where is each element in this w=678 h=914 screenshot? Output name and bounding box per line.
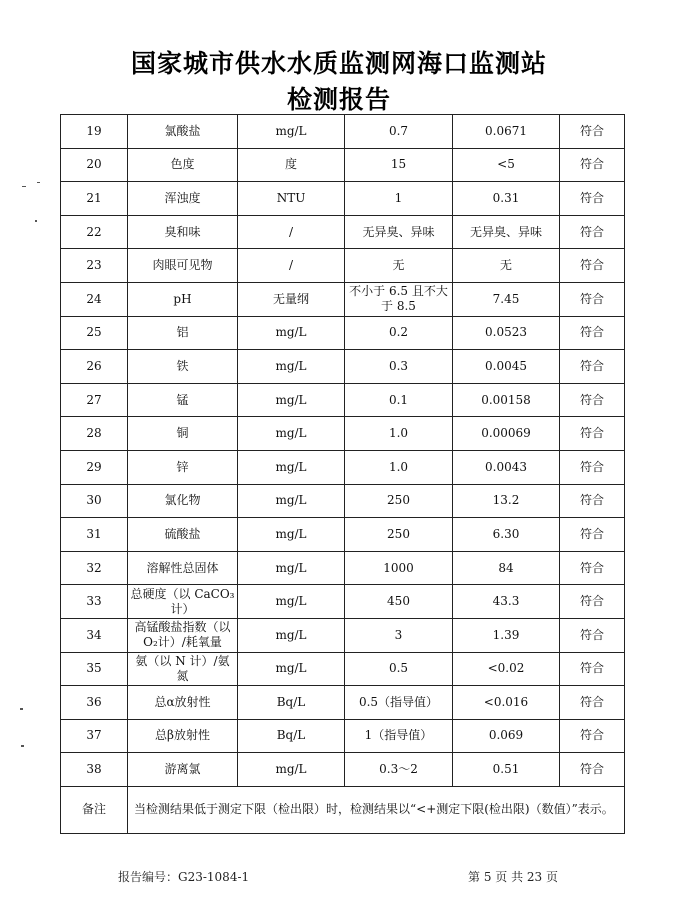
cell-limit: 1000 bbox=[345, 551, 453, 585]
cell-verdict: 符合 bbox=[560, 518, 625, 552]
cell-number: 23 bbox=[61, 249, 128, 283]
cell-item: 溶解性总固体 bbox=[128, 551, 238, 585]
scan-mark bbox=[20, 708, 23, 710]
cell-item: 硫酸盐 bbox=[128, 518, 238, 552]
table-row bbox=[61, 585, 625, 619]
cell-limit: 1.0 bbox=[345, 417, 453, 451]
cell-verdict: 符合 bbox=[560, 282, 625, 316]
note-row bbox=[61, 786, 625, 833]
cell-unit: mg/L bbox=[238, 350, 345, 384]
cell-result: 0.0523 bbox=[453, 316, 560, 350]
cell-unit: mg/L bbox=[238, 518, 345, 552]
cell-unit: mg/L bbox=[238, 618, 345, 652]
cell-result: 6.30 bbox=[453, 518, 560, 552]
table-row bbox=[61, 316, 625, 350]
cell-unit: mg/L bbox=[238, 450, 345, 484]
cell-number: 24 bbox=[61, 282, 128, 316]
cell-limit: 450 bbox=[345, 585, 453, 619]
cell-number: 21 bbox=[61, 182, 128, 216]
cell-result: 0.00158 bbox=[453, 383, 560, 417]
cell-result: 84 bbox=[453, 551, 560, 585]
report-subtitle: 检测报告 bbox=[286, 85, 391, 114]
cell-limit: 0.3 bbox=[345, 350, 453, 384]
cell-result: <0.02 bbox=[453, 652, 560, 686]
cell-item: 肉眼可见物 bbox=[128, 249, 238, 283]
cell-number: 29 bbox=[61, 450, 128, 484]
cell-verdict: 符合 bbox=[560, 182, 625, 216]
scan-mark bbox=[37, 182, 40, 183]
cell-verdict: 符合 bbox=[560, 249, 625, 283]
cell-unit: NTU bbox=[238, 182, 345, 216]
note-label: 备注 bbox=[61, 786, 128, 833]
cell-limit: 250 bbox=[345, 484, 453, 518]
cell-verdict: 符合 bbox=[560, 753, 625, 787]
table-row bbox=[61, 652, 625, 686]
cell-result: <0.016 bbox=[453, 686, 560, 720]
cell-number: 37 bbox=[61, 719, 128, 753]
table-row bbox=[61, 350, 625, 384]
cell-result: 0.0043 bbox=[453, 450, 560, 484]
cell-unit: Bq/L bbox=[238, 686, 345, 720]
results-table bbox=[60, 114, 625, 834]
cell-number: 36 bbox=[61, 686, 128, 720]
cell-limit: 0.2 bbox=[345, 316, 453, 350]
report-title: 国家城市供水水质监测网海口监测站 bbox=[130, 49, 547, 78]
cell-number: 33 bbox=[61, 585, 128, 619]
cell-limit: 0.5 bbox=[345, 652, 453, 686]
cell-item: 总β放射性 bbox=[128, 719, 238, 753]
cell-result: 13.2 bbox=[453, 484, 560, 518]
cell-limit: 1（指导值） bbox=[345, 719, 453, 753]
cell-limit: 15 bbox=[345, 148, 453, 182]
cell-limit: 250 bbox=[345, 518, 453, 552]
cell-unit: mg/L bbox=[238, 484, 345, 518]
cell-result: 0.0671 bbox=[453, 115, 560, 149]
table-row bbox=[61, 282, 625, 316]
cell-item: 铁 bbox=[128, 350, 238, 384]
cell-unit: mg/L bbox=[238, 417, 345, 451]
cell-number: 25 bbox=[61, 316, 128, 350]
cell-unit: mg/L bbox=[238, 115, 345, 149]
cell-number: 19 bbox=[61, 115, 128, 149]
table-row bbox=[61, 249, 625, 283]
cell-item: 铝 bbox=[128, 316, 238, 350]
cell-item: 氯酸盐 bbox=[128, 115, 238, 149]
cell-limit: 无 bbox=[345, 249, 453, 283]
cell-unit: 无量纲 bbox=[238, 282, 345, 316]
cell-verdict: 符合 bbox=[560, 417, 625, 451]
table-row bbox=[61, 450, 625, 484]
cell-unit: mg/L bbox=[238, 585, 345, 619]
cell-item: 高锰酸盐指数（以 O₂计）/耗氧量 bbox=[128, 618, 238, 652]
page-number: 第 5 页 共 23 页 bbox=[468, 870, 558, 884]
cell-number: 32 bbox=[61, 551, 128, 585]
cell-result: 0.0045 bbox=[453, 350, 560, 384]
cell-number: 20 bbox=[61, 148, 128, 182]
cell-limit: 0.7 bbox=[345, 115, 453, 149]
table-row bbox=[61, 417, 625, 451]
cell-item: 氯化物 bbox=[128, 484, 238, 518]
scan-mark bbox=[35, 220, 37, 222]
cell-verdict: 符合 bbox=[560, 618, 625, 652]
cell-number: 31 bbox=[61, 518, 128, 552]
cell-limit: 不小于 6.5 且不大于 8.5 bbox=[345, 282, 453, 316]
cell-limit: 1.0 bbox=[345, 450, 453, 484]
cell-item: 铜 bbox=[128, 417, 238, 451]
cell-unit: mg/L bbox=[238, 753, 345, 787]
cell-verdict: 符合 bbox=[560, 484, 625, 518]
cell-unit: mg/L bbox=[238, 383, 345, 417]
cell-number: 27 bbox=[61, 383, 128, 417]
cell-verdict: 符合 bbox=[560, 383, 625, 417]
cell-result: 0.069 bbox=[453, 719, 560, 753]
cell-verdict: 符合 bbox=[560, 585, 625, 619]
table-row bbox=[61, 215, 625, 249]
cell-result: 7.45 bbox=[453, 282, 560, 316]
cell-item: 臭和味 bbox=[128, 215, 238, 249]
cell-number: 28 bbox=[61, 417, 128, 451]
cell-verdict: 符合 bbox=[560, 686, 625, 720]
note-text: 当检测结果低于测定下限（检出限）时，检测结果以“<+测定下限(检出限)（数值）”表示。 bbox=[128, 786, 625, 833]
cell-number: 26 bbox=[61, 350, 128, 384]
cell-verdict: 符合 bbox=[560, 115, 625, 149]
cell-result: 43.3 bbox=[453, 585, 560, 619]
cell-item: 氨（以 N 计）/氨氮 bbox=[128, 652, 238, 686]
cell-verdict: 符合 bbox=[560, 719, 625, 753]
table-row bbox=[61, 618, 625, 652]
cell-result: 1.39 bbox=[453, 618, 560, 652]
cell-unit: mg/L bbox=[238, 551, 345, 585]
cell-number: 38 bbox=[61, 753, 128, 787]
cell-item: 锰 bbox=[128, 383, 238, 417]
cell-limit: 无异臭、异味 bbox=[345, 215, 453, 249]
cell-result: 0.00069 bbox=[453, 417, 560, 451]
cell-item: pH bbox=[128, 282, 238, 316]
table-row bbox=[61, 182, 625, 216]
cell-verdict: 符合 bbox=[560, 350, 625, 384]
cell-verdict: 符合 bbox=[560, 215, 625, 249]
cell-limit: 3 bbox=[345, 618, 453, 652]
cell-unit: Bq/L bbox=[238, 719, 345, 753]
cell-item: 总α放射性 bbox=[128, 686, 238, 720]
table-row bbox=[61, 686, 625, 720]
table-row bbox=[61, 148, 625, 182]
cell-item: 浑浊度 bbox=[128, 182, 238, 216]
cell-verdict: 符合 bbox=[560, 450, 625, 484]
cell-unit: 度 bbox=[238, 148, 345, 182]
cell-result: 无异臭、异味 bbox=[453, 215, 560, 249]
cell-result: 无 bbox=[453, 249, 560, 283]
cell-number: 35 bbox=[61, 652, 128, 686]
cell-verdict: 符合 bbox=[560, 148, 625, 182]
cell-unit: mg/L bbox=[238, 652, 345, 686]
cell-unit: / bbox=[238, 215, 345, 249]
cell-limit: 0.3～2 bbox=[345, 753, 453, 787]
scan-mark bbox=[22, 186, 26, 187]
cell-limit: 0.1 bbox=[345, 383, 453, 417]
report-number: 报告编号：G23-1084-1 bbox=[118, 870, 250, 884]
cell-limit: 1 bbox=[345, 182, 453, 216]
cell-verdict: 符合 bbox=[560, 551, 625, 585]
cell-result: 0.51 bbox=[453, 753, 560, 787]
cell-item: 游离氯 bbox=[128, 753, 238, 787]
cell-item: 色度 bbox=[128, 148, 238, 182]
table-row bbox=[61, 518, 625, 552]
table-row bbox=[61, 551, 625, 585]
cell-limit: 0.5（指导值） bbox=[345, 686, 453, 720]
cell-verdict: 符合 bbox=[560, 316, 625, 350]
cell-result: 0.31 bbox=[453, 182, 560, 216]
cell-unit: mg/L bbox=[238, 316, 345, 350]
cell-result: <5 bbox=[453, 148, 560, 182]
table-row bbox=[61, 719, 625, 753]
cell-number: 30 bbox=[61, 484, 128, 518]
table-row bbox=[61, 753, 625, 787]
table-row bbox=[61, 383, 625, 417]
cell-number: 34 bbox=[61, 618, 128, 652]
cell-item: 锌 bbox=[128, 450, 238, 484]
table-row bbox=[61, 115, 625, 149]
cell-item: 总硬度（以 CaCO₃计） bbox=[128, 585, 238, 619]
table-row bbox=[61, 484, 625, 518]
cell-verdict: 符合 bbox=[560, 652, 625, 686]
cell-unit: / bbox=[238, 249, 345, 283]
cell-number: 22 bbox=[61, 215, 128, 249]
scan-mark bbox=[21, 745, 24, 747]
